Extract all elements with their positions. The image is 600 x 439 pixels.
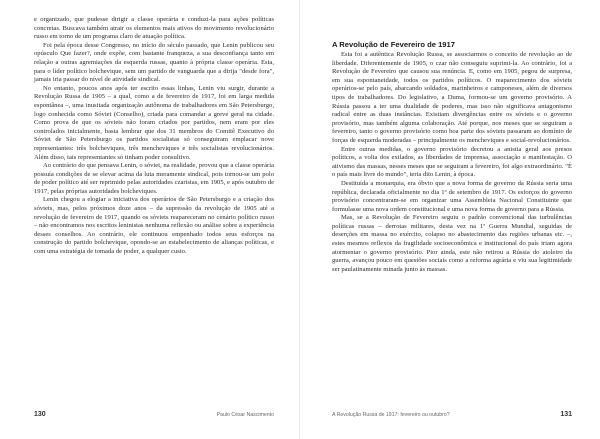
left-text-column (34, 16, 274, 257)
left-footer (34, 411, 274, 421)
paragraph: Esta foi a autêntica Revolução Russa, se associarmos o conceito de revolução ao de liberdade. Diferentemente de 1905, o czar não conseguiu suprimi-la. Ao contrário, foi a Revolução de Fevereiro que causou sua renúncia. E, como em 1905, pegou de surpresa, em sua espontaneidade, todos os partidos políticos. O reaparecimento dos sóviets operários-se pelo país, abarcando soldados, marinheiros e camponeses, além de diversos tipos de trabalhadores. Do legislativo, a Duma, formou-se um governo provisório. A Rússia passou a ter uma dualidade de poderes, mas isso não significava antagonismo radical entre as duas instâncias. Existiam divergências entre os sóviets e o governo provisório, mas também alguma colaboração. Até porque, nos meses que se seguiram a fevereiro, tanto o governo provisório como boa parte dos sóviets passaram ao domínio de forças de esquerda moderadas – principalmente os mencheviques e social-revolucionários. (332, 51, 572, 144)
running-head: Paulo César Nascimento (216, 412, 274, 418)
right-footer (332, 411, 572, 421)
paragraph: Mas, se a Revolução de Fevereiro seguiu o padrão convencional das turbulências políticas russas – derrotas militares, desta vez na 1ª Guerra Mundial, seguidas de deserções em massa no exército, colapso no abastecimento das regiões urbanas etc. –, estes mesmos reflexos da fragilidade socioeconômica e institucional do país iriam agora atormentar o governo provisório. Pior ainda, este não retirou a Rússia do atoleiro da guerra, avançou pouco em questões sociais como a reforma agrária e viu sua legitimidade ser paulatinamente minada junto às massas. (332, 214, 572, 273)
paragraph: Lenin chegou a elogiar a iniciativa dos operários de São Petersburgo e a criação dos sóviets, mas, pelos próximos doze anos – da supressão da revolução de 1905 até a revolução de fevereiro de 1917, quando os sóviets reapareceram no cenário político russo – não encontramos nos escritos leninistas nenhuma reflexão ou análise sobre a experiência desses conselhos. Ao contrário, ele continuou empenhado todos seus esforços na construção do partido bolchevique, opondo-se ao estabelecimento de alianças políticas, e com uma estratégia de tomada de poder, a qualquer custo. (34, 196, 274, 256)
paragraph: Ao contrário do que pensava Lenin, o sóviet, na realidade, provou que a classe operária possuía condições de se elevar acima da luta meramente sindical, pois tornou-se um polo de poder político até ser reprimido pelas autoridades czaristas, em 1905, e após outubro de 1917, pelas próprias autoridades bolcheviques. (34, 162, 274, 195)
paragraph: No entanto, poucos anos após ter escrito essas linhas, Lenin viu surgir, durante a Revolução Russa de 1905 – a qual, como a de fevereiro de 1917, foi em larga medida espontânea –, uma inusitada organização autônoma de trabalhadores em São Petersburgo, logo conhecida como Sóviet (Conselho), criada para comandar a greve geral na cidade. Como prova de que os sóviets não foram criados por partidos, nem eram por eles controlados inicialmente, basta lembrar que dos 31 membros do Comitê Executivo do Sóviet de São Petersburgo os partidos socialistas só conseguiram emplacar nove representantes: três bolcheviques, três mencheviques e três socialistas revolucionários. Além disso, tais representantes só tinham poder consultivo. (34, 84, 274, 161)
paragraph: Foi pela época desse Congresso, no início do século passado, que Lenin publicou seu opúsculo Que fazer?, onde expõe, com bastante franqueza, a sua desconfiança tanto em relação a outras agremiações da esquerda russas, quanto à própria classe operária. Esta, para o líder político bolchevique, sem um partido de vanguarda que a dirija "desde fora", jamais iria passar do nível de atividade sindical. (34, 41, 274, 84)
running-head: A Revolução Russa de 1917: fevereiro ou outubro? (332, 412, 450, 418)
page-number: 131 (560, 411, 572, 418)
paragraph: e organizado, que pudesse dirigir a classe operária e conduzi-la para ações políticas concretas. Buscava também atrair os elementos mais ativos do movimento revolucionário russo em torno de um programa claro de atuação política. (34, 16, 274, 41)
right-page (300, 0, 600, 439)
paragraph: Destituída a monarquia, era óbvio que a nova forma de governo da Rússia seria uma república, declarada oficialmente no dia 1º de setembro de 1917. Os esforços do governo provisório concentraram-se em organizar uma Assembleia Nacional Constituinte que formulasse uma nova ordem constitucional e uma nova forma de governo para a Rússia. (332, 179, 572, 213)
right-text-column (332, 40, 572, 274)
page-number: 130 (34, 411, 46, 418)
section-heading: A Revolução de Fevereiro de 1917 (332, 40, 455, 49)
paragraph: Entre outras medidas, o governo provisório decretou a anistia geral aos presos políticos, a volta dos exilados, as liberdades de imprensa, associação e manifestação. O ativismo das massas, nesses meses que se seguiram a fevereiro, foi algo extraordinário. "É o país mais livre do mundo", teria dito Lenin, à época. (332, 145, 572, 179)
